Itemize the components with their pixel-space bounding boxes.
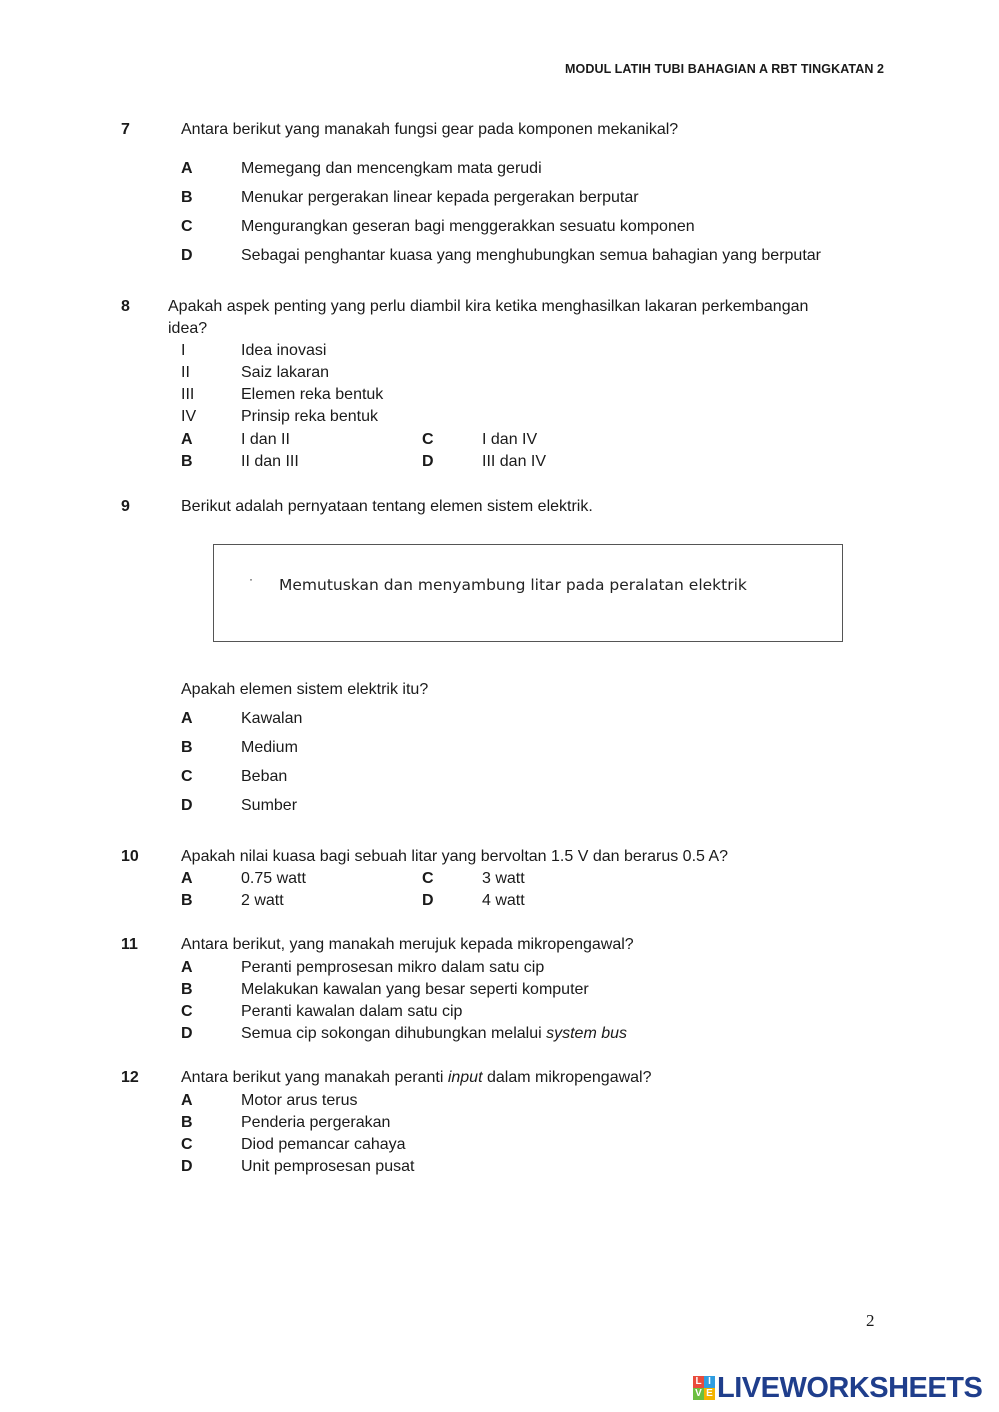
q9-option-d-letter: D: [181, 797, 193, 814]
q10-option-a-text: 0.75 watt: [241, 870, 306, 887]
liveworksheets-logo[interactable]: [693, 1371, 983, 1404]
q8-item-3-roman: III: [181, 386, 195, 403]
q10-option-b-text: 2 watt: [241, 892, 284, 909]
q7-option-d-text: Sebagai penghantar kuasa yang menghubungkan semua bahagian yang berputar: [241, 247, 821, 264]
question-8-number: 8: [121, 298, 130, 315]
q9-option-b-letter: B: [181, 739, 193, 756]
question-12-text-post: dalam mikropengawal?: [482, 1069, 652, 1086]
q8-option-b-letter: B: [181, 453, 193, 470]
q8-item-1-text: Idea inovasi: [241, 342, 327, 359]
question-9-number: 9: [121, 498, 130, 515]
question-11-text: Antara berikut, yang manakah merujuk kepada mikropengawal?: [181, 936, 634, 953]
q12-option-d-text: Unit pemprosesan pusat: [241, 1158, 415, 1175]
question-10-text: Apakah nilai kuasa bagi sebuah litar yang bervoltan 1.5 V dan berarus 0.5 A?: [181, 848, 729, 865]
question-7-text: Antara berikut yang manakah fungsi gear pada komponen mekanikal?: [181, 121, 679, 138]
q8-option-d-text: III dan IV: [482, 453, 547, 470]
q10-option-d-letter: D: [422, 892, 434, 909]
q12-option-a-letter: A: [181, 1092, 193, 1109]
page-number: 2: [866, 1311, 875, 1330]
page-header-title: MODUL LATIH TUBI BAHAGIAN A RBT TINGKATAN 2: [565, 62, 885, 76]
q12-option-c-letter: C: [181, 1136, 193, 1153]
q7-option-a-text: Memegang dan mencengkam mata gerudi: [241, 160, 542, 177]
q11-option-d-plain: Semua cip sokongan dihubungkan melalui: [241, 1025, 547, 1042]
q11-option-d-italic: system bus: [546, 1025, 628, 1042]
q9-option-a-letter: A: [181, 710, 193, 727]
logo-letter-e: E: [704, 1388, 715, 1400]
q12-option-a-text: Motor arus terus: [241, 1092, 358, 1109]
q8-item-2-roman: II: [181, 364, 190, 381]
statement-bullet: ·: [249, 572, 253, 586]
q10-option-b-letter: B: [181, 892, 193, 909]
q8-item-3-text: Elemen reka bentuk: [241, 386, 384, 403]
q10-option-c-text: 3 watt: [482, 870, 525, 887]
q11-option-d-letter: D: [181, 1025, 193, 1042]
question-11-number: 11: [121, 936, 138, 953]
statement-box: [213, 544, 843, 642]
q8-option-b-text: II dan III: [241, 453, 299, 470]
q10-option-d-text: 4 watt: [482, 892, 525, 909]
q7-option-c-text: Mengurangkan geseran bagi menggerakkan sesuatu komponen: [241, 218, 695, 235]
q11-option-a-letter: A: [181, 959, 193, 976]
q12-option-b-text: Penderia pergerakan: [241, 1114, 391, 1131]
question-7-number: 7: [121, 121, 130, 138]
q11-option-a-text: Peranti pemprosesan mikro dalam satu cip: [241, 959, 545, 976]
q8-option-d-letter: D: [422, 453, 434, 470]
q7-option-c-letter: C: [181, 218, 193, 235]
q7-option-a-letter: A: [181, 160, 193, 177]
q8-item-4-roman: IV: [181, 408, 197, 425]
q8-item-4-text: Prinsip reka bentuk: [241, 408, 378, 425]
q11-option-c-text: Peranti kawalan dalam satu cip: [241, 1003, 463, 1020]
question-8-text-line2: idea?: [168, 320, 208, 337]
q7-option-b-text: Menukar pergerakan linear kepada pergerakan berputar: [241, 189, 639, 206]
q11-option-b-text: Melakukan kawalan yang besar seperti komputer: [241, 981, 589, 998]
q9-option-c-letter: C: [181, 768, 193, 785]
q8-option-c-text: I dan IV: [482, 431, 538, 448]
q8-item-2-text: Saiz lakaran: [241, 364, 330, 381]
q7-option-d-letter: D: [181, 247, 193, 264]
q9-option-c-text: Beban: [241, 768, 288, 785]
q11-option-c-letter: C: [181, 1003, 193, 1020]
q8-option-c-letter: C: [422, 431, 434, 448]
q9-option-d-text: Sumber: [241, 797, 298, 814]
q12-option-b-letter: B: [181, 1114, 193, 1131]
live-logo-icon: [693, 1376, 715, 1400]
q9-option-b-text: Medium: [241, 739, 298, 756]
question-10-number: 10: [121, 848, 139, 865]
statement-text: Memutuskan dan menyambung litar pada peralatan elektrik: [279, 576, 747, 594]
question-12-text-pre: Antara berikut yang manakah peranti: [181, 1069, 448, 1086]
q8-option-a-text: I dan II: [241, 431, 290, 448]
q11-option-b-letter: B: [181, 981, 193, 998]
question-9-text: Berikut adalah pernyataan tentang elemen sistem elektrik.: [181, 498, 593, 515]
q10-option-a-letter: A: [181, 870, 193, 887]
question-12-text-italic: input: [447, 1069, 483, 1086]
logo-letter-v: V: [693, 1388, 704, 1400]
logo-text: LIVEWORKSHEETS: [717, 1371, 983, 1404]
logo-letter-l: L: [693, 1376, 704, 1388]
q8-option-a-letter: A: [181, 431, 193, 448]
q12-option-d-letter: D: [181, 1158, 193, 1175]
question-12-number: 12: [121, 1069, 139, 1086]
q11-option-d-text: [241, 1026, 627, 1042]
q7-option-b-letter: B: [181, 189, 193, 206]
q9-option-a-text: Kawalan: [241, 710, 303, 727]
question-12-text: [181, 1070, 652, 1086]
q10-option-c-letter: C: [422, 870, 434, 887]
q8-item-1-roman: I: [181, 342, 186, 359]
q12-option-c-text: Diod pemancar cahaya: [241, 1136, 406, 1153]
question-8-text-line1: Apakah aspek penting yang perlu diambil kira ketika menghasilkan lakaran perkembangan: [168, 298, 809, 315]
logo-letter-i: I: [704, 1376, 715, 1388]
question-9-subquestion: Apakah elemen sistem elektrik itu?: [181, 681, 429, 698]
